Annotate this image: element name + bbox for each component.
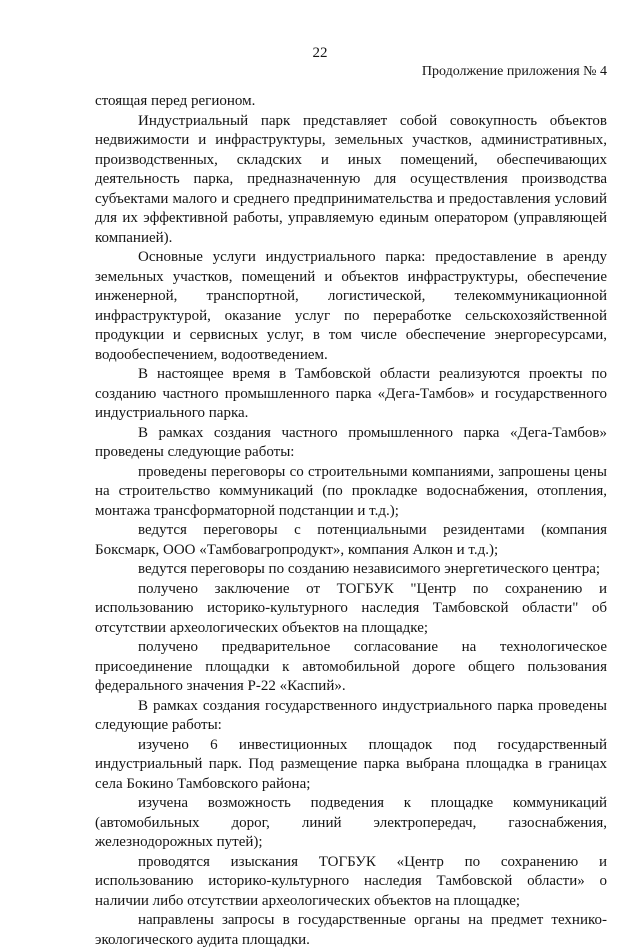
list-item: изучено 6 инвестиционных площадок под государственный индустриальный парк. Под размещение парка выбрана площадка в границах села Бокино Тамбовского района; [95,736,607,792]
list-item: проведены переговоры со строительными компаниями, запрошены цены на строительство коммуникаций (по прокладке водоснабжения, отопления, монтажа трансформаторной подстанции и т.д.); [95,463,607,519]
list-item: изучена возможность подведения к площадке коммуникаций (автомобильных дорог, линий электропередач, газоснабжения, железнодорожных путей); [95,795,607,850]
paragraph-industrial-park-definition: Индустриальный парк представляет собой совокупность объектов недвижимости и инфраструктуры, земельных участков, административных, производственных, складских и иных помещений, обеспечивающих деятельность парка, предназначенную для осуществления производства субъектами малого и среднего предпринимательства и предоставления условий для их эффективной работы, управляемую единым оператором (управляющей компанией). [95,112,607,246]
list-item: получено предварительное согласование на технологическое присоединение площадки к автомобильной дороге общего пользования федерального значения Р-22 «Каспий». [95,639,607,694]
list-item: ведутся переговоры с потенциальными резидентами (компания Боксмарк, ООО «Тамбовагропродукт», компания Алкон и т.д.); [95,522,607,558]
paragraph-dega-tambov-intro: В рамках создания частного промышленного парка «Дега-Тамбов» проведены следующие работы: [95,424,607,460]
paragraph-current-projects: В настоящее время в Тамбовской области реализуются проекты по созданию частного промышленного парка «Дега-Тамбов» и государственного индустриального парка. [95,366,607,421]
paragraph-park-services: Основные услуги индустриального парка: предоставление в аренду земельных участков, помещений и объектов инфраструктуры, обеспечение инженерной, транспортной, логистической, телекоммуникационной инфраструктурой, оказание услуг по переработке сельскохозяйственной продукции и сервисных услуг, в том числе обеспечение энергоресурсами, водообеспечением, водоотведением. [95,249,607,363]
paragraph-continuation: стоящая перед регионом. [95,93,256,109]
list-item: проводятся изыскания ТОГБУК «Центр по сохранению и использованию историко-культурного наследия Тамбовской области» о наличии либо отсутствии археологических объектов на площадке; [95,853,607,909]
list-item: получено заключение от ТОГБУК "Центр по сохранению и использованию историко-культурного наследия Тамбовской области" об отсутствии археологических объектов на площадке; [95,580,607,636]
document-body [95,92,607,950]
page-number: 22 [312,45,328,61]
list-item: ведутся переговоры по созданию независимого энергетического центра; [138,561,601,577]
paragraph-state-park-intro: В рамках создания государственного индустриального парка проведены следующие работы: [95,697,607,733]
list-item: направлены запросы в государственные органы на предмет технико-экологического аудита площадки. [95,912,607,948]
appendix-continuation-note: Продолжение приложения № 4 [421,64,607,79]
